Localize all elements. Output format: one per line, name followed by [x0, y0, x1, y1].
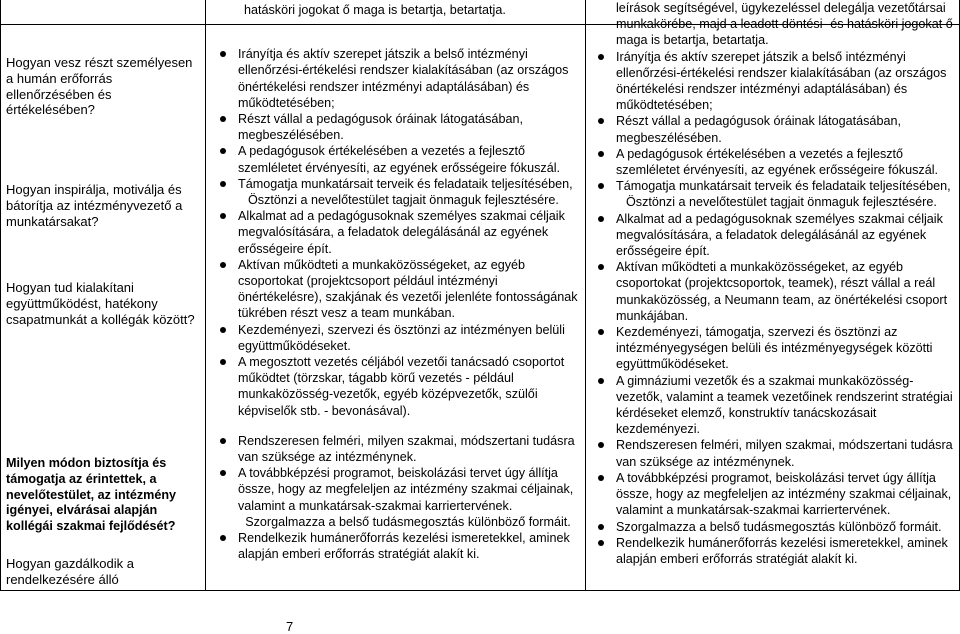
list-item: Részt vállal a pedagógusok óráinak látogatásában, megbeszélésében. — [216, 111, 578, 143]
table-border-bottom — [0, 590, 960, 591]
list-item-text: Ösztönzi a nevelőtestület tagjait önmaguk fejlesztésére. — [626, 195, 937, 210]
question-cell: Hogyan gazdálkodik a rendelkezésére álló — [6, 556, 134, 587]
page-number: 7 — [286, 619, 294, 634]
list-item: Szorgalmazza a belső tudásmegosztás különböző formáit. — [594, 519, 956, 535]
list-item-continuation — [594, 194, 956, 210]
right-column — [594, 0, 956, 567]
list-item: Részt vállal a pedagógusok óráinak látogatásában, megbeszélésében. — [594, 113, 956, 145]
list-item: Irányítja és aktív szerepet játszik a belső intézményi ellenőrzési-értékelési rendszer kialakításában (az országos önértékelési rendszer intézményi adaptálásában) és működtetésében; — [216, 46, 578, 111]
list-item: Irányítja és aktív szerepet játszik a belső intézményi ellenőrzési-értékelési rendszer kialakításában (az országos önértékelési rendszer intézményi adaptálásában) és működtetésében; — [594, 49, 956, 114]
list-item-text: Ösztönzi a nevelőtestület tagjait önmaguk fejlesztésére. — [248, 193, 559, 208]
middle-top-line: hatásköri jogokat ő maga is betartja, betartatja. — [244, 3, 506, 17]
right-top-line: leírások segítségével, ügykezeléssel delegálja vezetőtársai munkakörébe, majd a leadott döntési- és hatásköri jogokat ő maga is betartja, betartatja. — [616, 1, 953, 48]
column-divider — [585, 0, 586, 591]
table-border-left — [0, 0, 1, 591]
middle-column — [216, 0, 578, 563]
list-item: A megosztott vezetés céljából vezetői tanácsadó csoportot működtet (törzskar, tágabb körű vezetés - például munkaközösség-vezetők, egyéb középvezetők, szülői képviselők stb. - bevonásával). — [216, 354, 578, 419]
question-cell: Milyen módon biztosítja és támogatja az érintettek, a nevelőtestület, az intézmény igényei, elvárásai alapján kollégái szakmai fejlődését? — [6, 456, 177, 534]
list-item: Támogatja munkatársait terveik és feladataik teljesítésében, — [216, 176, 578, 192]
list-item: A pedagógusok értékelésében a vezetés a fejlesztő szemléletet érvényesíti, az egyének erősségeire fókuszál. — [216, 143, 578, 175]
list-item: A gimnáziumi vezetők és a szakmai munkaközösség-vezetők, valamint a teamek vezetőinek rendszerint stratégiai kérdéseket elemző, konstruktív tanácskozásait kezdeményezi. — [594, 373, 956, 438]
column-divider — [205, 0, 206, 591]
list-item: Kezdeményezi, támogatja, szervezi és ösztönzi az intézményegységen belüli és intézményegységek közötti együttműködéseket. — [594, 324, 956, 373]
list-item: Támogatja munkatársait terveik és feladataik teljesítésében, — [594, 178, 956, 194]
list-item: A pedagógusok értékelésében a vezetés a fejlesztő szemléletet érvényesíti, az egyének erősségeire fókuszál. — [594, 146, 956, 178]
question-cell: Hogyan inspirálja, motiválja és bátorítja az intézményvezető a munkatársakat? — [6, 182, 183, 229]
list-item: Rendelkezik humánerőforrás kezelési ismeretekkel, aminek alapján emberi erőforrás stratégiát alakít ki. — [594, 535, 956, 567]
list-item: Alkalmat ad a pedagógusoknak személyes szakmai céljaik megvalósítására, a feladatok delegálásánál az egyének erősségeire épít. — [594, 211, 956, 260]
list-item: Rendszeresen felméri, milyen szakmai, módszertani tudásra van szüksége az intézménynek. — [594, 437, 956, 469]
question-cell: Hogyan tud kialakítani együttműködést, hatékony csapatmunkát a kollégák között? — [6, 280, 195, 327]
list-item: Rendelkezik humánerőforrás kezelési ismeretekkel, aminek alapján emberi erőforrás stratégiát alakít ki. — [216, 530, 578, 562]
list-item: A továbbképzési programot, beiskolázási tervet úgy állítja össze, hogy az megfeleljen az intézmény szakmai céljainak, valamint a munkatársak-szakmai karriertervének. — [594, 470, 956, 519]
list-item-continuation — [216, 514, 578, 530]
list-item-text: Szorgalmazza a belső tudásmegosztás különböző formáit. — [245, 514, 571, 529]
list-item: Alkalmat ad a pedagógusoknak személyes szakmai céljaik megvalósítására, a feladatok delegálásánál az egyének erősségeire épít. — [216, 208, 578, 257]
list-item-continuation — [216, 192, 578, 208]
list-item: Rendszeresen felméri, milyen szakmai, módszertani tudásra van szüksége az intézménynek. — [216, 433, 578, 465]
list-item: Aktívan működteti a munkaközösségeket, az egyéb csoportokat (projektcsoportok, teamek), részt vállal a reál munkaközösség, a Neumann team, az önértékelési csoport munkájában. — [594, 259, 956, 324]
question-cell: Hogyan vesz részt személyesen a humán erőforrás ellenőrzésében és értékelésében? — [6, 55, 193, 118]
list-item: Aktívan működteti a munkaközösségeket, az egyéb csoportokat (projektcsoport például intézményi önértékelésre), szakjának és vezetői jelenléte fontosságának tükrében részt vesz a team munkában. — [216, 257, 578, 322]
list-item: A továbbképzési programot, beiskolázási tervet úgy állítja össze, hogy az megfeleljen az intézmény szakmai céljainak, valamint a munkatársak-szakmai karriertervének. — [216, 465, 578, 514]
list-item: Kezdeményezi, szervezi és ösztönzi az intézményen belüli együttműködéseket. — [216, 322, 578, 354]
